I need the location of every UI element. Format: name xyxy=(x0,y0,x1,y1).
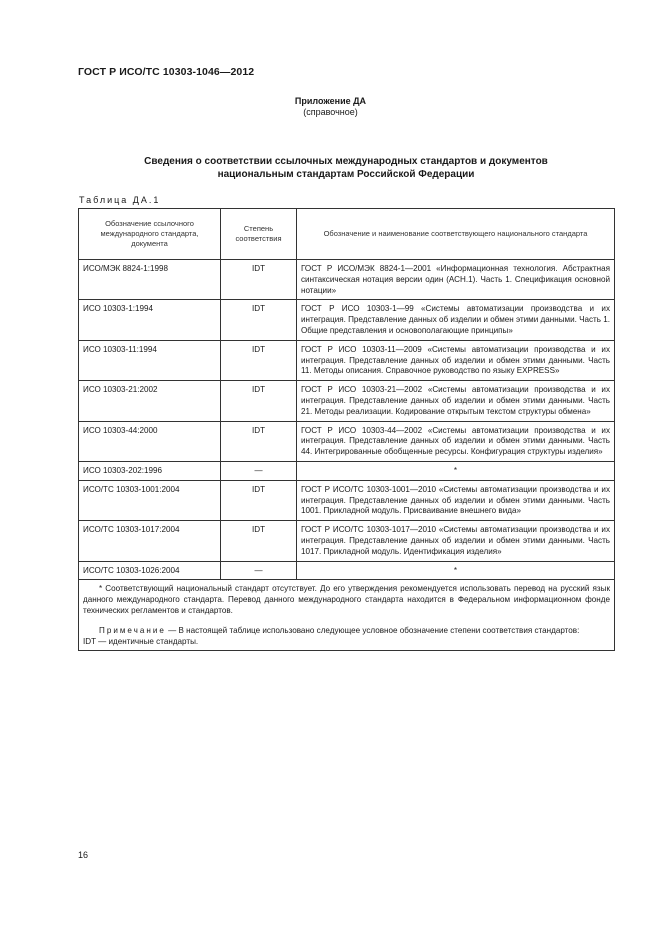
table-row xyxy=(79,421,615,461)
degree-cell: — xyxy=(221,461,297,480)
national-standard-cell: * xyxy=(297,561,615,580)
reference-cell: ИСО 10303-1:1994 xyxy=(79,300,221,340)
note-text: — В настоящей таблице использовано следующее условное обозначение степени соответствия стандартов: xyxy=(168,626,580,636)
note-legend: IDT — идентичные стандарты. xyxy=(83,636,199,646)
degree-cell: IDT xyxy=(221,260,297,300)
degree-cell: IDT xyxy=(221,480,297,520)
reference-cell: ИСО 10303-202:1996 xyxy=(79,461,221,480)
heading-line-2: национальным стандартам Российской Федерации xyxy=(217,169,475,180)
correspondence-table xyxy=(78,208,615,651)
table-row xyxy=(79,461,615,480)
table-row xyxy=(79,521,615,561)
table-caption: Таблица ДА.1 xyxy=(79,195,161,205)
section-heading xyxy=(78,155,614,181)
reference-cell: ИСО/ТС 10303-1017:2004 xyxy=(79,521,221,561)
reference-cell: ИСО/ТС 10303-1001:2004 xyxy=(79,480,221,520)
reference-cell: ИСО 10303-11:1994 xyxy=(79,340,221,380)
page-number: 16 xyxy=(78,850,89,860)
reference-cell: ИСО/ТС 10303-1026:2004 xyxy=(79,561,221,580)
header-national-standard: Обозначение и наименование соответствующего национального стандарта xyxy=(297,209,615,260)
degree-cell: IDT xyxy=(221,340,297,380)
table-row xyxy=(79,561,615,580)
heading-line-1: Сведения о соответствии ссылочных международных стандартов и документов xyxy=(144,156,548,167)
national-standard-cell: ГОСТ Р ИСО/ТС 10303-1017—2010 «Системы автоматизации производства и их интеграция. Представление данных об изделии и обмен этими данными. Часть 1017. Прикладной модуль. Идентификация изделия» xyxy=(297,521,615,561)
degree-cell: IDT xyxy=(221,300,297,340)
degree-cell: IDT xyxy=(221,421,297,461)
table-row xyxy=(79,480,615,520)
table-header-row xyxy=(79,209,615,260)
table-notes-row xyxy=(79,580,615,651)
table-row xyxy=(79,381,615,421)
note-paragraph xyxy=(83,626,610,637)
table-notes-cell xyxy=(79,580,615,651)
table-row xyxy=(79,260,615,300)
footnote: * Соответствующий национальный стандарт отсутствует. До его утверждения рекомендуется использовать перевод на русский язык данного международного стандарта. Перевод данного международного стандарта находится в Федеральном информационном фонде технических регламентов и стандартов. xyxy=(83,584,610,615)
national-standard-cell: ГОСТ Р ИСО 10303-21—2002 «Системы автоматизации производства и их интеграция. Представление данных об изделии и обмен этими данными. Часть 21. Методы реализации. Кодирование открытым текстом структуры обмена» xyxy=(297,381,615,421)
degree-cell: — xyxy=(221,561,297,580)
national-standard-cell: * xyxy=(297,461,615,480)
table-row xyxy=(79,300,615,340)
appendix-title: Приложение ДА xyxy=(294,96,367,106)
national-standard-cell: ГОСТ Р ИСО 10303-1—99 «Системы автоматизации производства и их интеграция. Представление данных об изделии и обмен этими данными. Часть 1. Общие представления и основополагающие принципы» xyxy=(297,300,615,340)
reference-cell: ИСО/МЭК 8824-1:1998 xyxy=(79,260,221,300)
national-standard-cell: ГОСТ Р ИСО/МЭК 8824-1—2001 «Информационная технология. Абстрактная синтаксическая нотация версии один (АСН.1). Часть 1. Спецификация основной нотации» xyxy=(297,260,615,300)
note-label: Примечание xyxy=(99,626,166,636)
appendix-subtitle: (справочное) xyxy=(303,107,358,117)
appendix-block xyxy=(0,96,661,118)
standard-header: ГОСТ Р ИСО/ТС 10303-1046—2012 xyxy=(78,66,255,78)
degree-cell: IDT xyxy=(221,521,297,561)
national-standard-cell: ГОСТ Р ИСО 10303-11—2009 «Системы автоматизации производства и их интеграция. Представление данных об изделии и обмен этими данными. Часть 11. Методы описания. Справочное руководство по языку EXPRESS» xyxy=(297,340,615,380)
degree-cell: IDT xyxy=(221,381,297,421)
header-reference-standard: Обозначение ссылочного международного стандарта, документа xyxy=(79,209,221,260)
header-degree: Степень соответствия xyxy=(221,209,297,260)
national-standard-cell: ГОСТ Р ИСО/ТС 10303-1001—2010 «Системы автоматизации производства и их интеграция. Представление данных об изделии и обмен этими данными. Часть 1001. Прикладной модуль. Присваивание внешнего вида» xyxy=(297,480,615,520)
reference-cell: ИСО 10303-21:2002 xyxy=(79,381,221,421)
table-row xyxy=(79,340,615,380)
national-standard-cell: ГОСТ Р ИСО 10303-44—2002 «Системы автоматизации производства и их интеграция. Представление данных об изделии и обмен этими данными. Часть 44. Интегрированные обобщенные ресурсы. Конфигурация структуры изделия» xyxy=(297,421,615,461)
reference-cell: ИСО 10303-44:2000 xyxy=(79,421,221,461)
